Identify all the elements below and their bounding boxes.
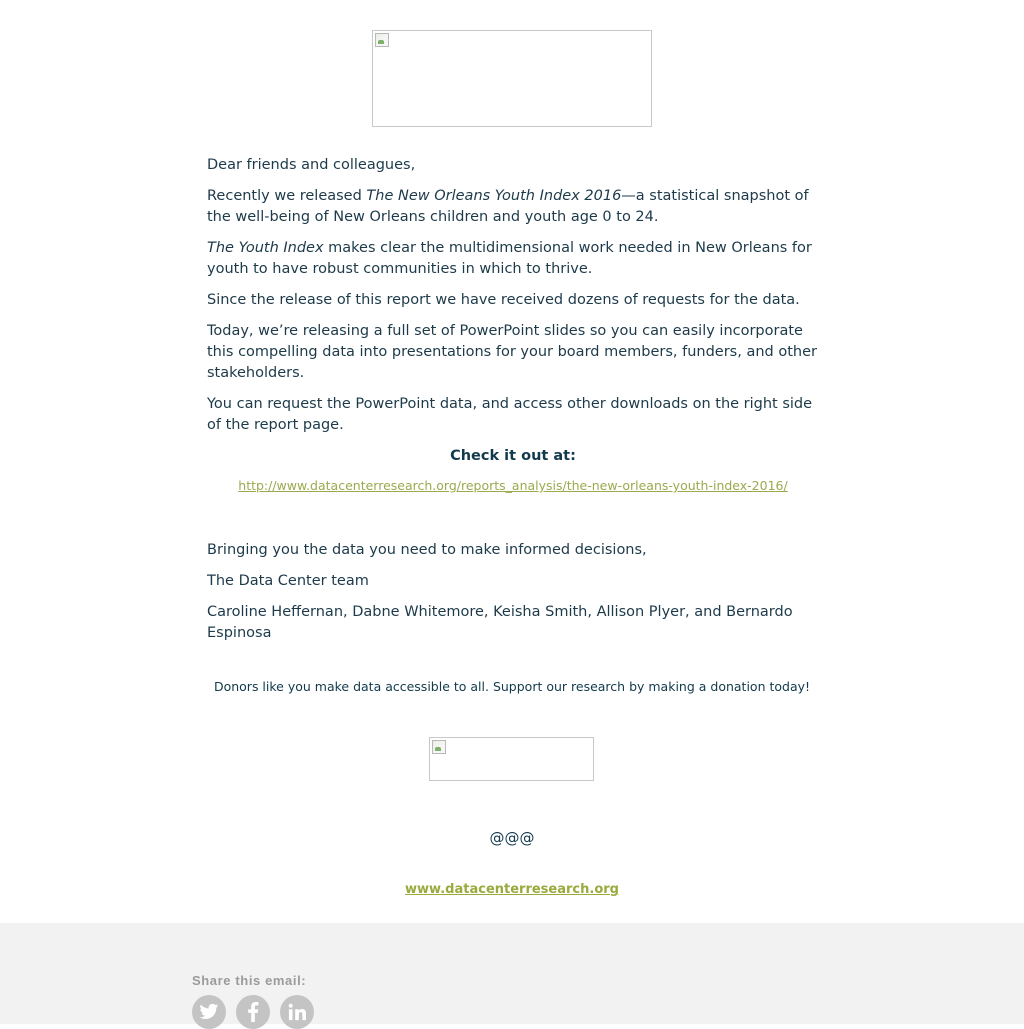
- email-content: [207, 155, 819, 654]
- header-logo-image[interactable]: [372, 30, 652, 127]
- paragraph-request-data: You can request the PowerPoint data, and access other downloads on the right side of the report page.: [207, 396, 813, 433]
- share-label: Share this email:: [192, 973, 307, 988]
- paragraph-powerpoint: Today, we’re releasing a full set of PowerPoint slides so you can easily incorporate this compelling data into presentations for your board members, funders, and other stakeholders.: [207, 323, 817, 381]
- donation-message: Donors like you make data accessible to all. Support our research by making a donation today!: [213, 679, 811, 694]
- team-names: Caroline Heffernan, Dabne Whitemore, Keisha Smith, Allison Plyer, and Bernardo Espinosa: [207, 604, 793, 641]
- facebook-icon: [247, 1002, 259, 1022]
- broken-image-icon: [432, 740, 446, 754]
- twitter-icon: [199, 1003, 219, 1021]
- team-signature: The Data Center team: [207, 573, 369, 589]
- placeholder-text: @@@: [489, 829, 535, 847]
- linkedin-icon: [288, 1003, 306, 1021]
- report-link[interactable]: http://www.datacenterresearch.org/reports_analysis/the-new-orleans-youth-index-2016/: [238, 478, 788, 493]
- paragraph-release: Recently we released The New Orleans Youth Index 2016—a statistical snapshot of the well-being of New Orleans children and youth age 0 to 24.: [207, 188, 809, 225]
- donate-button-image[interactable]: [429, 737, 594, 781]
- greeting: Dear friends and colleagues,: [207, 157, 416, 173]
- youth-index-title: The Youth Index: [207, 240, 324, 256]
- report-title: The New Orleans Youth Index 2016: [366, 188, 622, 204]
- check-it-out-heading: Check it out at:: [450, 448, 576, 464]
- paragraph-requests: Since the release of this report we have received dozens of requests for the data.: [207, 292, 800, 308]
- paragraph-youth-index: The Youth Index makes clear the multidimensional work needed in New Orleans for youth to have robust communities in which to thrive.: [207, 240, 812, 277]
- website-link[interactable]: www.datacenterresearch.org: [405, 882, 619, 897]
- broken-image-icon: [375, 33, 389, 47]
- share-footer: [0, 923, 1024, 1024]
- closing-line: Bringing you the data you need to make informed decisions,: [207, 542, 647, 558]
